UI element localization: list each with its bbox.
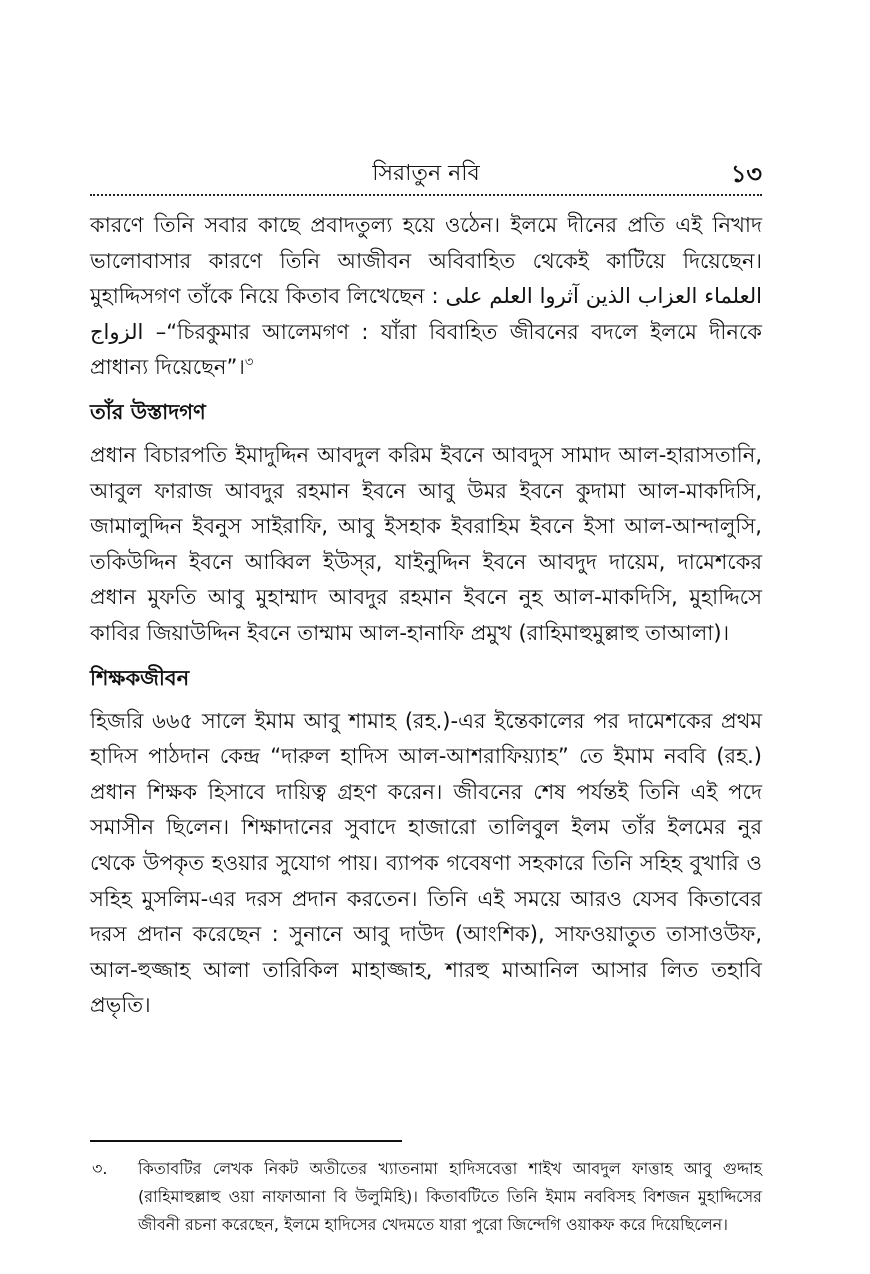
paragraph-intro <box>90 208 762 386</box>
running-title: সিরাতুন নবি <box>372 161 480 186</box>
paragraph-intro-text-a: কারণে তিনি সবার কাছে প্রবাদতুল্য হয়ে ওঠেন। ইলমে দীনের প্রতি এই নিখাদ ভালোবাসার কারণে তিনি আজীবন অবিবাহিত থেকেই কাটিয়ে দিয়েছেন। মুহাদ্দিসগণ তাঁকে নিয়ে কিতাব লিখেছেন : <box>90 213 762 309</box>
heading-teaching-life: শিক্ষকজীবন <box>90 665 190 690</box>
paragraph-teachers: প্রধান বিচারপতি ইমাদুদ্দিন আবদুল করিম ইবনে আবদুস সামাদ আল-হারাসতানি, আবুল ফারাজ আবদুর রহমান ইবনে আবু উমর ইবনে কুদামা আল-মাকদিসি, জামালুদ্দিন ইবনুস সাইরাফি, আবু ইসহাক ইবরাহিম ইবনে ইসা আল-আন্দালুসি, তকিউদ্দিন ইবনে আব্বিল ইউস্‌র, যাইনুদ্দিন ইবনে আবদুদ দায়েম, দামেশকের প্রধান মুফতি আবু মুহাম্মাদ আবদুর রহমান ইবনে নুহ আল-মাকদিসি, মুহাদ্দিসে কাবির জিয়াউদ্দিন ইবনে তাম্মাম আল-হানাফি প্রমুখ (রাহিমাহুমুল্লাহু তাআলা)। <box>90 442 762 645</box>
running-header <box>90 160 762 190</box>
dotted-header-rule <box>90 194 762 196</box>
footnote-reference: ৩ <box>244 355 254 371</box>
footnote <box>90 1155 762 1239</box>
footnote-text: কিতাবটির লেখক নিকট অতীতের খ্যাতনামা হাদিসবেত্তা শাইখ আবদুল ফাত্তাহ আবু গুদ্দাহ (রাহিমাহুল্লাহু ওয়া নাফাআনা বি উলুমিহি)। কিতাবটিতে তিনি ইমাম নববিসহ বিশজন মুহাদ্দিসের জীবনী রচনা করেছেন, ইলমে হাদিসের খেদমতে যারা পুরো জিন্দেগি ওয়াকফ করে দিয়েছিলেন। <box>138 1159 762 1234</box>
page-number: ১৩ <box>730 160 762 188</box>
heading-teachers: তাঁর উস্তাদগণ <box>90 399 206 424</box>
paragraph-teaching-life: হিজরি ৬৬৫ সালে ইমাম আবু শামাহ (রহ.)-এর ইন্তেকালের পর দামেশকের প্রথম হাদিস পাঠদান কেন্দ্র “দারুল হাদিস আল-আশরাফিয়্যাহ” তে ইমাম নববি (রহ.) প্রধান শিক্ষক হিসাবে দায়িত্ব গ্রহণ করেন। জীবনের শেষ পর্যন্তই তিনি এই পদে সমাসীন ছিলেন। শিক্ষাদানের সুবাদে হাজারো তালিবুল ইলম তাঁর ইলমের নুর থেকে উপকৃত হওয়ার সুযোগ পায়। ব্যাপক গবেষণা সহকারে তিনি সহিহ বুখারি ও সহিহ মুসলিম-এর দরস প্রদান করতেন। তিনি এই সময়ে আরও যেসব কিতাবের দরস প্রদান করেছেন : সুনানে আবু দাউদ (আংশিক), সাফওয়াতুত তাসাওউফ, আল-হুজ্জাহ আলা তারিকিল মাহাজ্জাহ, শারহু মাআনিল আসার লিত তহাবি প্রভৃতি। <box>90 708 762 1018</box>
arabic-book-title: العلماء العزاب الذين آثروا العلم على الزواج <box>90 284 762 344</box>
footnote-number: ৩. <box>92 1159 108 1178</box>
paragraph-intro-text-b: –“চিরকুমার আলেমগণ : যাঁরা বিবাহিত জীবনের বদলে ইলমে দীনকে প্রাধান্য দিয়েছেন”। <box>90 319 762 380</box>
footnote-separator <box>90 1140 402 1142</box>
body-text <box>90 208 762 1024</box>
